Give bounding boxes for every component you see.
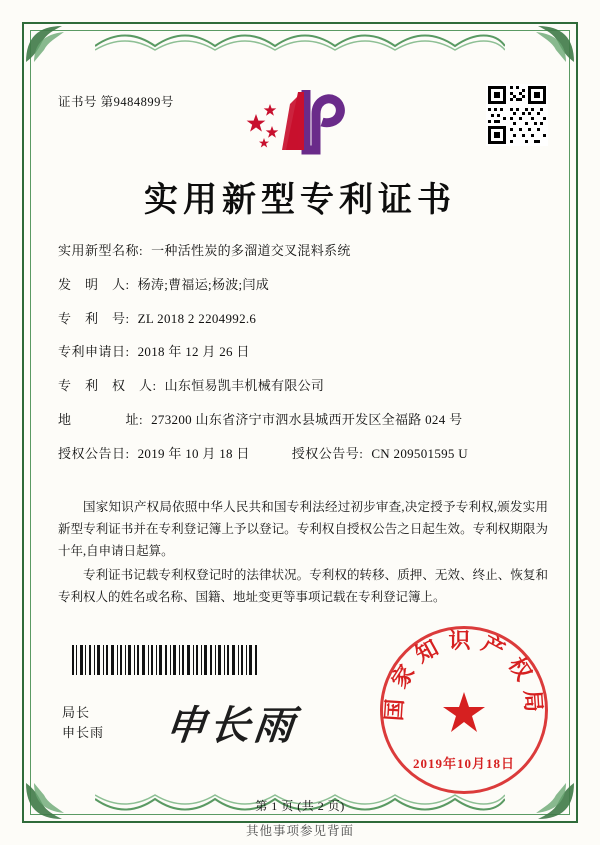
field-label: 发 明 人: xyxy=(58,276,130,292)
footer-note: 其他事项参见背面 xyxy=(245,824,354,838)
signature-title xyxy=(62,703,104,742)
field-label: 授权公告日: xyxy=(58,445,130,461)
field-value: 273200 山东省济宁市泗水县城西开发区全福路 024 号 xyxy=(151,411,463,427)
paragraph: 国家知识产权局依照中华人民共和国专利法经过初步审查,决定授予专利权,颁发实用新型专利证书并在专利登记簿上予以登记。专利权自授权公告之日起生效。专利权期限为十年,自申请日起算。 xyxy=(58,500,548,558)
field-value: 2018 年 12 月 26 日 xyxy=(137,344,250,360)
field-row-patentee xyxy=(58,379,548,393)
page-number: 第 1 页 (共 2 页) xyxy=(255,799,345,813)
field-value: 一种活性炭的多溜道交叉混料系统 xyxy=(151,243,351,258)
signature-title-line2: 申长雨 xyxy=(62,724,105,740)
field-list xyxy=(58,244,548,481)
field-label: 专利申请日: xyxy=(58,344,130,360)
field-value: ZL 2018 2 2204992.6 xyxy=(137,310,257,326)
qr-code-icon xyxy=(486,84,548,146)
seal-date: 2019年10月18日 xyxy=(412,756,515,771)
field-value: 2019 年 10 月 18 日 xyxy=(137,445,250,461)
field-row-patent-number xyxy=(58,312,548,326)
handwritten-signature: 申长雨 xyxy=(163,702,301,749)
signature-title-line1: 局长 xyxy=(62,705,91,720)
field-row-utility-model-name xyxy=(58,244,548,258)
field-value-secondary: CN 209501595 U xyxy=(371,445,468,461)
field-row-application-date xyxy=(58,345,548,359)
field-label: 地 址: xyxy=(58,411,144,427)
field-label: 实用新型名称: xyxy=(58,243,144,258)
field-label: 专 利 权 人: xyxy=(58,378,157,394)
svg-text:国家知识产权局: 国家知识产权局 xyxy=(381,628,547,722)
field-row-address xyxy=(58,413,548,427)
legal-text xyxy=(58,497,548,610)
field-label-secondary: 授权公告号: xyxy=(291,445,364,461)
field-row-grant-announcement xyxy=(58,447,548,461)
field-row-inventor xyxy=(58,278,548,292)
field-value: 山东恒易凯丰机械有限公司 xyxy=(164,378,325,394)
top-edge-ornament-icon xyxy=(95,26,505,52)
paragraph: 专利证书记载专利权登记时的法律状况。专利权的转移、质押、无效、终止、恢复和专利权人的姓名或名称、国籍、地址变更等事项记载在专利登记簿上。 xyxy=(58,567,548,604)
barcode-icon xyxy=(72,645,257,675)
corner-ornament-icon xyxy=(24,24,88,64)
page-title: 实用新型专利证书 xyxy=(144,180,456,220)
official-red-seal-icon xyxy=(380,626,548,794)
field-label: 专 利 号: xyxy=(58,310,130,326)
field-value: 杨涛;曹福运;杨波;闫成 xyxy=(137,276,270,292)
patent-office-logo-icon xyxy=(246,84,354,156)
corner-ornament-icon xyxy=(512,24,576,64)
certificate-number: 证书号 第9484899号 xyxy=(58,95,174,109)
